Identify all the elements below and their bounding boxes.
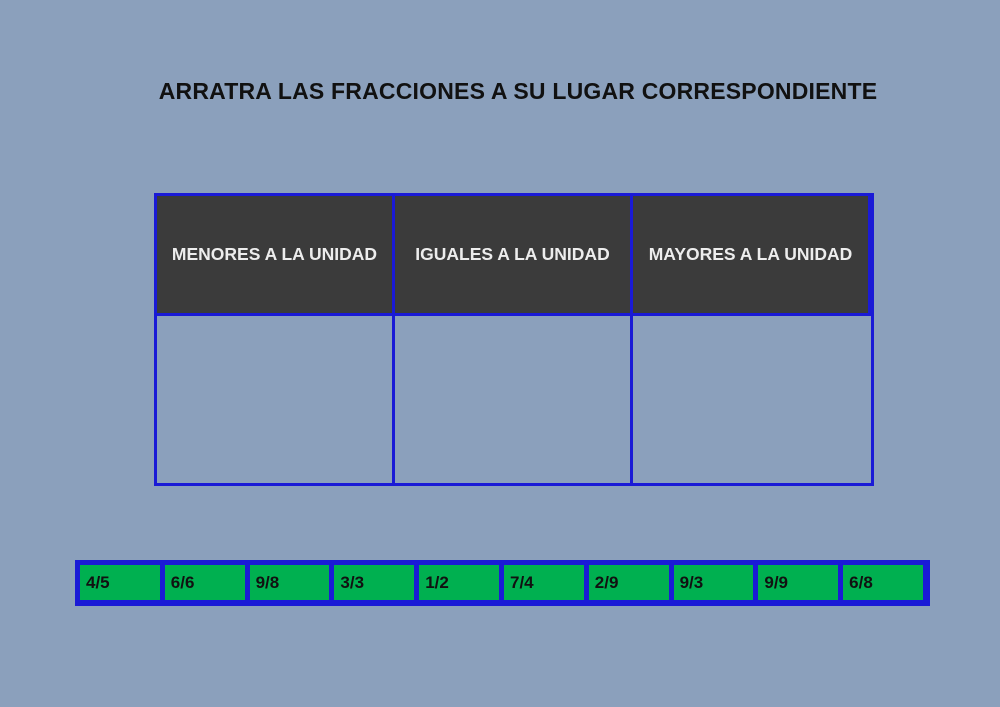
fraction-tile[interactable]: 4/5 <box>80 565 160 600</box>
fraction-tray <box>75 560 930 606</box>
fraction-tile[interactable]: 2/9 <box>589 565 669 600</box>
page-title: ARRATRA LAS FRACCIONES A SU LUGAR CORRESPONDIENTE <box>158 78 878 104</box>
fraction-tile[interactable]: 1/2 <box>419 565 499 600</box>
column-header-iguales: IGUALES A LA UNIDAD <box>395 196 633 316</box>
drop-zone-menores[interactable] <box>157 316 395 483</box>
fraction-tile[interactable]: 9/3 <box>674 565 754 600</box>
fraction-tile[interactable]: 6/8 <box>843 565 923 600</box>
sorting-table <box>154 193 874 486</box>
fraction-tile[interactable]: 6/6 <box>165 565 245 600</box>
fraction-tile[interactable]: 9/9 <box>758 565 838 600</box>
column-header-menores: MENORES A LA UNIDAD <box>157 196 395 316</box>
drop-zone-mayores[interactable] <box>633 316 871 483</box>
fraction-tile[interactable]: 7/4 <box>504 565 584 600</box>
fraction-tile[interactable]: 3/3 <box>334 565 414 600</box>
fraction-tile[interactable]: 9/8 <box>250 565 330 600</box>
column-header-mayores: MAYORES A LA UNIDAD <box>633 196 871 316</box>
drop-zone-iguales[interactable] <box>395 316 633 483</box>
